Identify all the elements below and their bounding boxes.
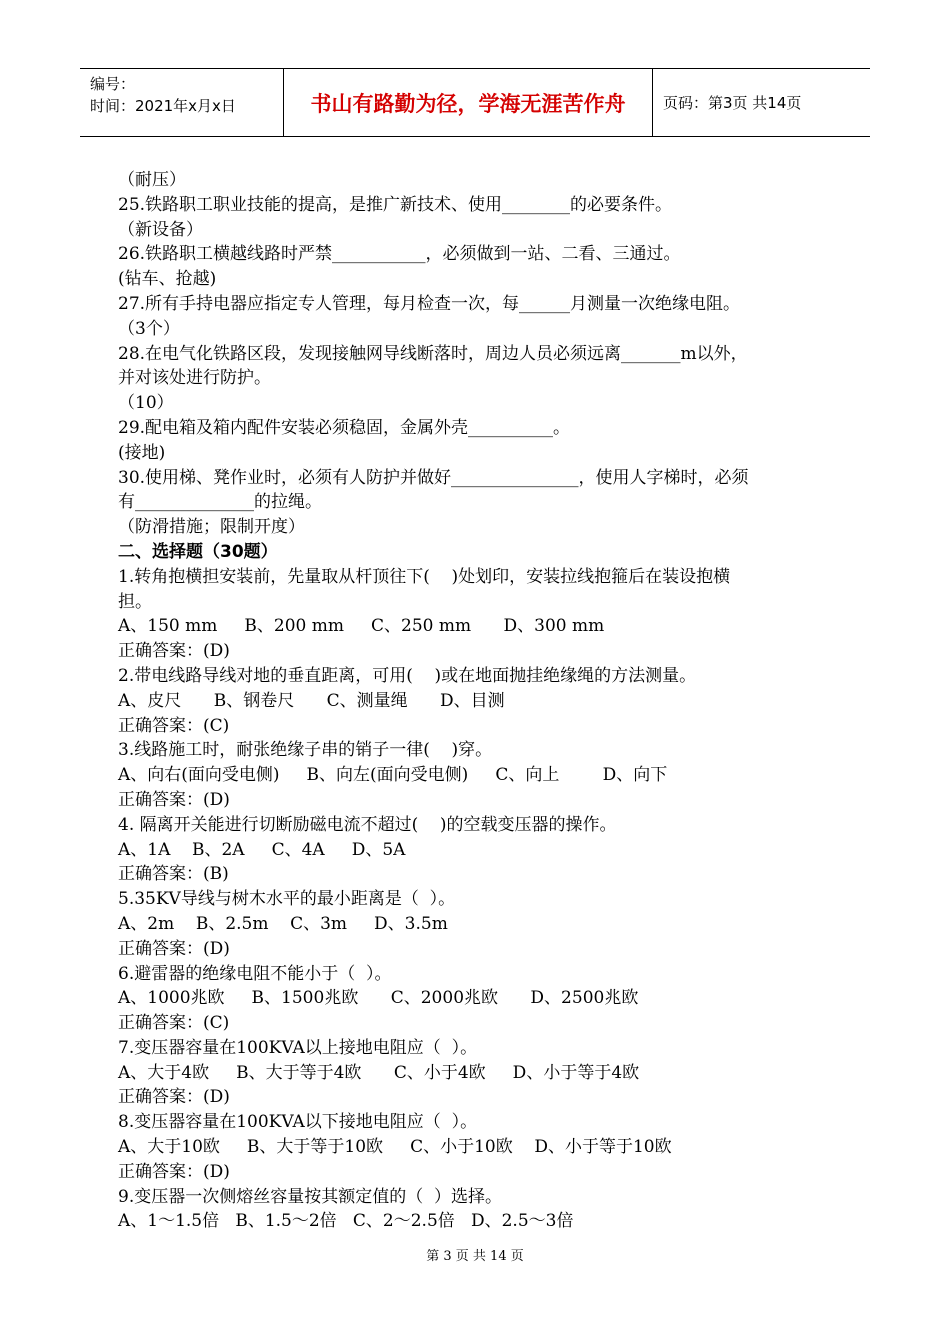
text-line: A、2m B、2.5m C、3m D、3.5m [118, 913, 448, 934]
text-line: 9.变压器一次侧熔丝容量按其额定值的（ ）选择。 [118, 1186, 503, 1207]
text-line: 正确答案：(D) [118, 1161, 230, 1182]
text-line: (接地) [118, 442, 166, 463]
text-line: 正确答案：(D) [118, 641, 230, 662]
text-line: 25.铁路职工职业技能的提高，是推广新技术、使用________的必要条件。 [118, 194, 673, 215]
text-line: 2.带电线路导线对地的垂直距离，可用( )或在地面抛挂绝缘绳的方法测量。 [118, 665, 697, 686]
text-line: A、1000兆欧 B、1500兆欧 C、2000兆欧 D、2500兆欧 [118, 988, 639, 1009]
text-line: 30.使用梯、凳作业时，必须有人防护并做好_______________，使用人字梯时，必须 [118, 467, 749, 488]
text-line: 5.35KV导线与树木水平的最小距离是（ ）。 [118, 889, 456, 910]
text-line: A、150 mm B、200 mm C、250 mm D、300 mm [118, 616, 605, 637]
text-line: 4. 隔离开关能进行切断励磁电流不超过( )的空载变压器的操作。 [118, 814, 617, 835]
text-line: A、向右(面向受电侧) B、向左(面向受电侧) C、向上 D、向下 [118, 765, 668, 786]
text-line: （耐压） [118, 170, 186, 190]
text-line: （新设备） [118, 219, 203, 240]
text-line: 27.所有手持电器应指定专人管理，每月检查一次，每______月测量一次绝缘电阻。 [118, 293, 741, 314]
text-line: 7.变压器容量在100KVA以上接地电阻应（ ）。 [118, 1037, 478, 1058]
text-line: A、大于10欧 B、大于等于10欧 C、小于10欧 D、小于等于10欧 [118, 1137, 672, 1158]
header-meta [80, 69, 283, 136]
document-number-label: 编号： [90, 75, 136, 93]
text-line: （10） [118, 393, 174, 414]
text-line: 26.铁路职工横越线路时严禁___________，必须做到一站、二看、三通过。 [118, 244, 681, 265]
page-header [80, 68, 870, 137]
document-body [118, 168, 848, 1234]
text-line: 29.配电箱及箱内配件安装必须稳固，金属外壳__________。 [118, 417, 571, 438]
section-heading: 二、选择题（30题） [118, 541, 278, 562]
text-line: 并对该处进行防护。 [118, 368, 271, 389]
text-line: (钻车、抢越) [118, 269, 217, 290]
text-line: 正确答案：(C) [118, 715, 230, 736]
text-line: A、1～1.5倍 B、1.5～2倍 C、2～2.5倍 D、2.5～3倍 [118, 1211, 574, 1232]
text-line: 28.在电气化铁路区段，发现接触网导线断落时，周边人员必须远离_______m以外， [118, 343, 748, 364]
text-line: 正确答案：(D) [118, 1087, 230, 1108]
text-line: 3.线路施工时，耐张绝缘子串的销子一律( )穿。 [118, 740, 493, 761]
text-line: 6.避雷器的绝缘电阻不能小于（ ）。 [118, 963, 392, 984]
text-line: 正确答案：(C) [118, 1013, 230, 1034]
page-footer: 第 3 页 共 14 页 [426, 1249, 524, 1264]
text-line: 8.变压器容量在100KVA以下接地电阻应（ ）。 [118, 1112, 478, 1133]
text-line: A、大于4欧 B、大于等于4欧 C、小于4欧 D、小于等于4欧 [118, 1062, 640, 1083]
text-line: 担。 [118, 591, 152, 612]
text-line: 正确答案：(D) [118, 938, 230, 959]
header-page-number: 页码：第3页 共14页 [663, 94, 802, 112]
text-line: 有______________的拉绳。 [118, 492, 322, 513]
text-line: A、皮尺 B、钢卷尺 C、测量绳 D、目测 [118, 690, 505, 711]
text-line: 正确答案：(D) [118, 789, 230, 810]
text-line: A、1A B、2A C、4A D、5A [118, 839, 406, 860]
header-motto: 书山有路勤为径，学海无涯苦作舟 [283, 69, 653, 136]
text-line: （3个） [118, 318, 180, 339]
text-line: 正确答案：(B) [118, 864, 229, 885]
text-line: 1.转角抱横担安装前，先量取从杆顶往下( )处划印，安装拉线抱箍后在装设抱横 [118, 566, 731, 587]
text-line: （防滑措施；限制开度） [118, 517, 305, 538]
document-time-label: 时间：2021年x月x日 [90, 97, 236, 115]
